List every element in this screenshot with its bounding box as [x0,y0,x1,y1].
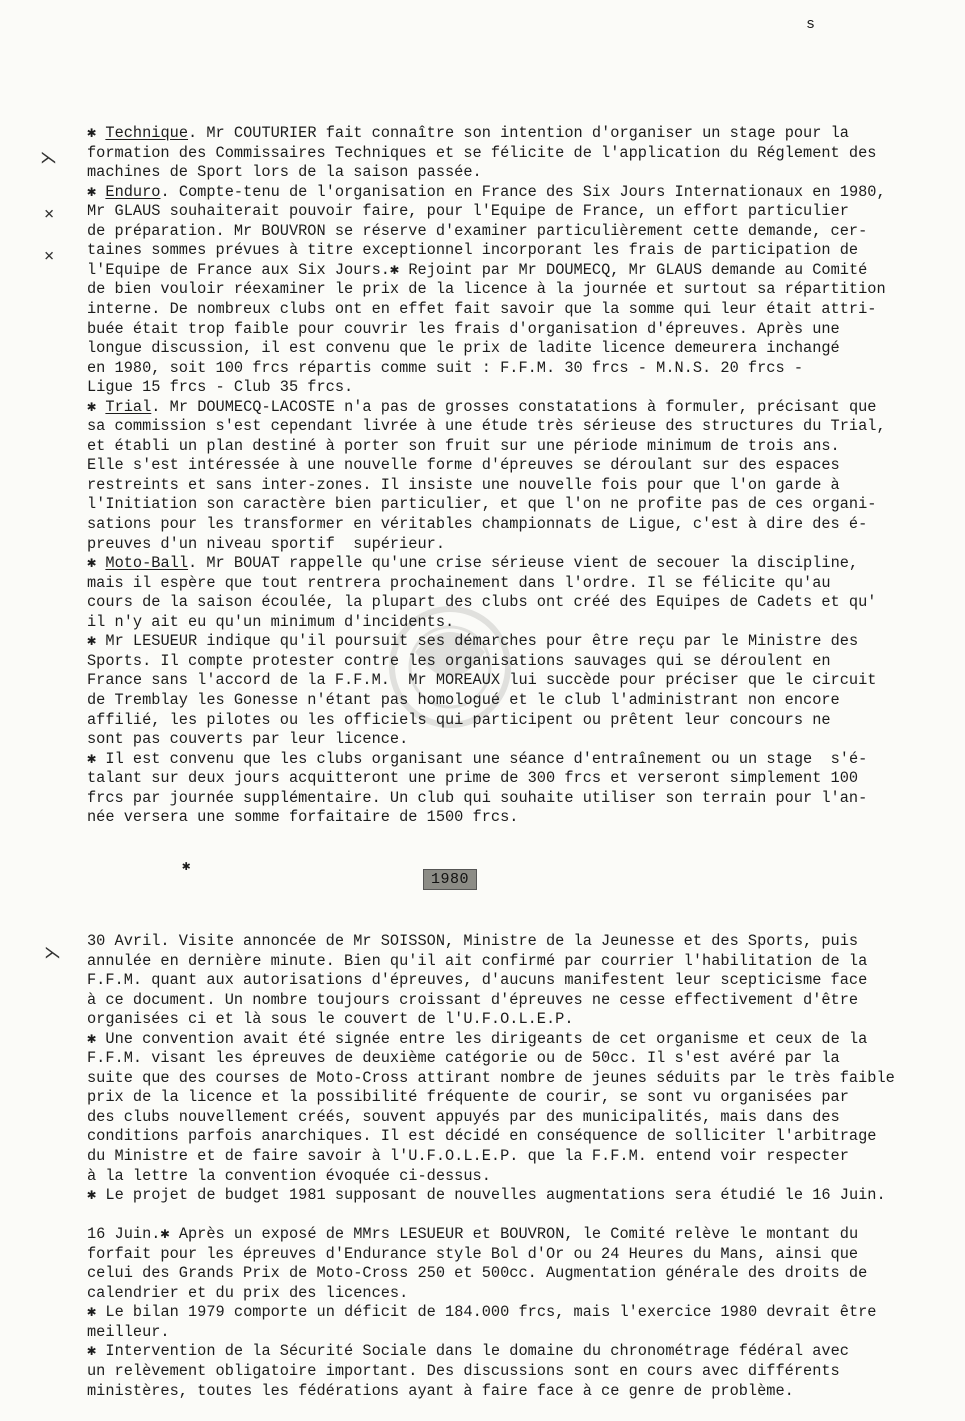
text-line: des clubs nouvellement créés, souvent appuyés par des municipalités, mais dans des [87,1107,840,1126]
text-line: machines de Sport lors de la saison passée. [87,163,482,182]
text-line: formation des Commissaires Techniques et se félicite de l'application du Réglement des [87,143,877,162]
text-line: prix de la licence et la possibilité fréquente de courir, se sont vu organisées par [87,1088,849,1107]
text-line: ✱ Intervention de la Sécurité Sociale dans le domaine du chronométrage fédéral avec [87,1342,849,1361]
text-segment: ✱ [87,124,106,143]
text-line: taines sommes prévues à titre exceptionnel incorporant les frais de participation de [87,241,859,260]
text-line: interne. De nombreux clubs ont en effet fait savoir que la somme qui leur était attri- [87,300,877,319]
text-line: suite que des courses de Moto-Cross attirant nombre de jeunes séduits par le très faible [87,1068,895,1087]
text-line [87,554,947,574]
text-line [87,1206,947,1226]
text-line: restreints et sans inter-zones. Il insiste une nouvelle fois pour que l'on garde à [87,475,840,494]
text-line: ✱ Le projet de budget 1981 supposant de nouvelles augmentations sera étudié le 16 Juin. [87,1186,886,1205]
section-heading: Enduro [105,182,161,201]
text-segment: . Mr COUTURIER fait connaître son intention d'organiser un stage pour la [188,124,849,143]
text-line: F.F.M. quant aux autorisations d'épreuves, d'aucuns manifestent leur scepticisme face [87,971,868,990]
text-line: F.F.M. visant les épreuves de deuxième catégorie ou de 50cc. Il s'est avéré par la [87,1049,840,1068]
text-segment: . Mr BOUAT rappelle qu'une crise sérieuse vient de secouer la discipline, [188,554,859,573]
text-line: mais il espère que tout rentrera prochainement dans l'ordre. Il se félicite qu'au [87,573,831,592]
text-line: preuves d'un niveau sportif supérieur. [87,534,446,553]
text-line: née versera une somme forfaitaire de 1500 frcs. [87,808,519,827]
text-line: à la lettre la convention évoquée ci-dessus. [87,1166,491,1185]
text-line: ✱ Il est convenu que les clubs organisant une séance d'entraînement ou un stage s'é- [87,749,868,768]
text-line [87,124,947,144]
text-line: cours de la saison écoulée, la plupart des clubs ont créé des Equipes de Cadets et qu' [87,593,877,612]
text-line: meilleur. [87,1322,170,1341]
text-line: 16 Juin.✱ Après un exposé de MMrs LESUEUR et BOUVRON, le Comité relève le montant du [87,1225,859,1244]
text-line: celui des Grands Prix de Moto-Cross 250 et 500cc. Augmentation générale des droits de [87,1264,868,1283]
margin-check-mark: ⋋ [44,945,61,964]
text-line: Ligue 15 frcs - Club 35 frcs. [87,378,354,397]
text-line [87,183,947,203]
text-line: et établi un plan destiné à porter son fruit sur une période minimum de trois ans. [87,436,840,455]
text-line: de bien vouloir réexaminer le prix de la licence à la journée et surtout sa répartition [87,280,886,299]
text-line: conditions parfois anarchiques. Il est décidé en conséquence de solliciter l'arbitrage [87,1127,877,1146]
text-line: Sports. Il compte protester contre les organisations sauvages qui se déroulent en [87,651,831,670]
text-line: forfait pour les épreuves d'Endurance style Bol d'Or ou 24 Heures du Mans, ainsi que [87,1244,859,1263]
year-divider [87,858,947,893]
section-heading: Trial [105,397,152,416]
text-line: 30 Avril. Visite annoncée de Mr SOISSON, Ministre de la Jeunesse et des Sports, puis [87,931,859,950]
margin-cross-mark: ⨯ [44,206,55,225]
text-line: du Ministre et de faire savoir à l'U.F.O.L.E.P. que la F.F.M. entend voir respecter [87,1146,849,1165]
text-line [87,398,947,418]
text-line: frcs par journée supplémentaire. Un club qui souhaite utiliser son terrain pour l'an- [87,788,868,807]
section-heading: Technique [105,124,189,143]
text-line: à ce document. Un nombre toujours croissant d'épreuves ne cesse effectivement d'être [87,990,859,1009]
text-segment: . Compte-tenu de l'organisation en France des Six Jours Internationaux en 1980, [160,182,886,201]
text-line: l'Equipe de France aux Six Jours.✱ Rejoint par Mr DOUMECQ, Mr GLAUS demande au Comité [87,260,868,279]
section-heading: Moto-Ball [105,554,189,573]
text-line: longue discussion, il est convenu que le prix de ladite licence demeurera inchangé [87,339,840,358]
text-line: Elle s'est intéressée à une nouvelle forme d'épreuves se déroulant sur des espaces [87,456,840,475]
text-line: ✱ Le bilan 1979 comporte un déficit de 184.000 frcs, mais l'exercice 1980 devrait être [87,1303,877,1322]
text-line: calendrier et du prix des licences. [87,1283,409,1302]
asterisk-mark: ✱ [182,858,191,875]
text-segment: ✱ [87,397,106,416]
section-1979 [87,124,947,828]
text-line: en 1980, soit 100 frcs répartis comme suit : F.F.M. 30 frcs - M.N.S. 20 frcs - [87,358,804,377]
text-line: l'Initiation son caractère bien particulier, et que l'on ne profite pas de ces organi- [87,495,877,514]
text-line: de Tremblay les Gonesse n'étant pas homologué et le club l'administrant non encore [87,690,840,709]
text-segment: ✱ [87,182,106,201]
document-body [87,85,947,1421]
text-line: buée était trop faible pour couvrir les frais d'organisation d'épreuves. Après une [87,319,840,338]
year-heading: 1980 [423,869,477,890]
text-line: Mr GLAUS souhaiterait pouvoir faire, pour l'Equipe de France, un effort particulier [87,202,849,221]
text-line: sont pas couverts par leur licence. [87,730,409,749]
text-line: ministères, toutes les fédérations ayant à faire face à ce genre de problème. [87,1381,794,1400]
margin-check-mark: ⋋ [40,150,57,169]
text-line: ✱ Une convention avait été signée entre les dirigeants de cet organisme et ceux de la [87,1029,868,1048]
text-line: organisées ci et là sous le couvert de l'U.F.O.L.E.P. [87,1010,574,1029]
text-segment: . Mr DOUMECQ-LACOSTE n'a pas de grosses constatations à formuler, précisant que [151,397,877,416]
text-line: affilié, les pilotes ou les officiels qui participent ou prêtent leur concours ne [87,710,831,729]
text-segment: ✱ [87,554,106,573]
text-line: un relèvement obligatoire important. Des discussions sont en cours avec différents [87,1362,840,1380]
text-line: ✱ Mr LESUEUR indique qu'il poursuit ses démarches pour être reçu par le Ministre des [87,632,859,651]
text-line: talant sur deux jours acquitteront une prime de 300 frcs et verseront simplement 100 [87,769,859,788]
text-line: de préparation. Mr BOUVRON se réserve d'examiner particulièrement cette demande, cer- [87,221,868,240]
margin-cross-mark: ⨯ [44,248,55,267]
text-line: annulée en dernière minute. Bien qu'il ait confirmé par courrier l'habilitation de la [87,951,868,970]
text-line: sations pour les transformer en véritables championnats de Ligue, c'est à dire des é- [87,515,868,534]
text-line: il n'y ait eu qu'un minimum d'incidents. [87,612,455,631]
page-mark: s [806,16,816,33]
text-line: France sans l'accord de la F.F.M. Mr MOREAUX lui succède pour préciser que le circuit [87,671,877,690]
section-1980 [87,932,947,1401]
text-line: sa commission s'est cependant livrée à une étude très sérieuse des structures du Trial, [87,417,886,436]
